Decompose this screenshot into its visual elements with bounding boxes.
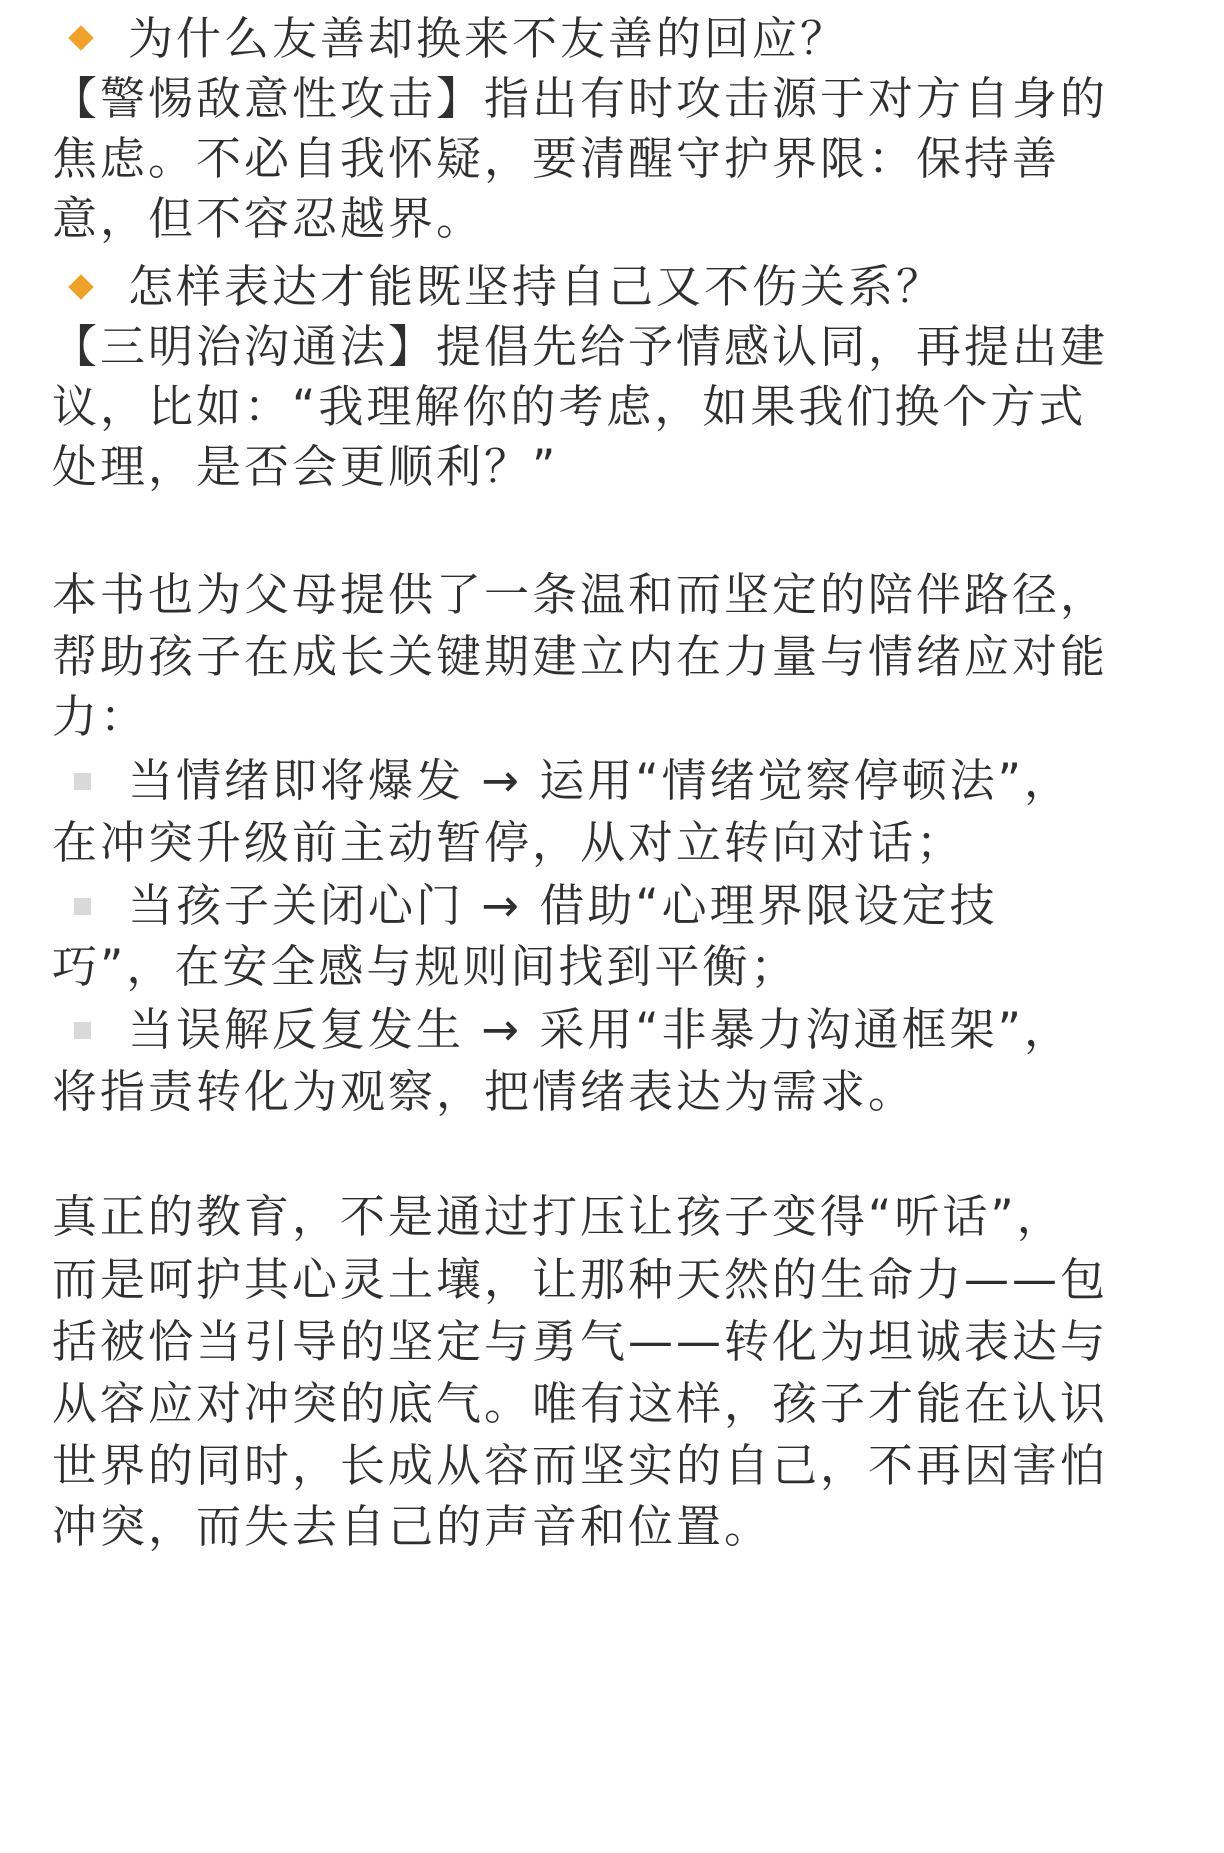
text-line: 议，比如：“我理解你的考虑，如果我们换个方式 xyxy=(52,380,1087,433)
text-line: 焦虑。不必自我怀疑，要清醒守护界限：保持善 xyxy=(52,132,1061,185)
text-line: 将指责转化为观察，把情绪表达为需求。 xyxy=(52,1065,917,1118)
question-heading: 怎样表达才能既坚持自己又不伤关系？ xyxy=(128,260,945,313)
text-line: 帮助孩子在成长关键期建立内在力量与情绪应对能 xyxy=(52,630,1109,683)
text-line: 本书也为父母提供了一条温和而坚定的陪伴路径， xyxy=(52,568,1109,621)
text-line: 意，但不容忍越界。 xyxy=(52,192,485,245)
text-line: 巧”，在安全感与规则间找到平衡； xyxy=(52,940,799,993)
text-line: 在冲突升级前主动暂停，从对立转向对话； xyxy=(52,816,965,869)
text-line: 【警惕敌意性攻击】指出有时攻击源于对方自身的 xyxy=(52,72,1109,125)
diamond-bullet-icon xyxy=(68,274,93,299)
text-line: 冲突，而失去自己的声音和位置。 xyxy=(52,1500,773,1553)
text-line: 真正的教育，不是通过打压让孩子变得“听话”， xyxy=(52,1190,1065,1243)
question-heading: 为什么友善却换来不友善的回应？ xyxy=(128,12,849,65)
list-item: 当孩子关闭心门 → 借助“心理界限设定技 xyxy=(128,879,998,932)
text-line: 力： xyxy=(52,690,149,743)
text-line: 世界的同时，长成从容而坚实的自己，不再因害怕 xyxy=(52,1439,1109,1492)
diamond-bullet-icon xyxy=(68,25,93,50)
square-bullet-icon xyxy=(74,898,91,915)
text-line: 括被恰当引导的坚定与勇气——转化为坦诚表达与 xyxy=(52,1315,1109,1368)
text-line: 而是呵护其心灵土壤，让那种天然的生命力——包 xyxy=(52,1253,1109,1306)
text-line: 【三明治沟通法】提倡先给予情感认同，再提出建 xyxy=(52,320,1109,373)
square-bullet-icon xyxy=(74,1022,91,1039)
text-line: 处理，是否会更顺利？” xyxy=(52,440,559,493)
list-item: 当情绪即将爆发 → 运用“情绪觉察停顿法”， xyxy=(128,754,1072,807)
text-line: 从容应对冲突的底气。唯有这样，孩子才能在认识 xyxy=(52,1377,1109,1430)
square-bullet-icon xyxy=(74,773,91,790)
list-item: 当误解反复发生 → 采用“非暴力沟通框架”， xyxy=(128,1003,1072,1056)
